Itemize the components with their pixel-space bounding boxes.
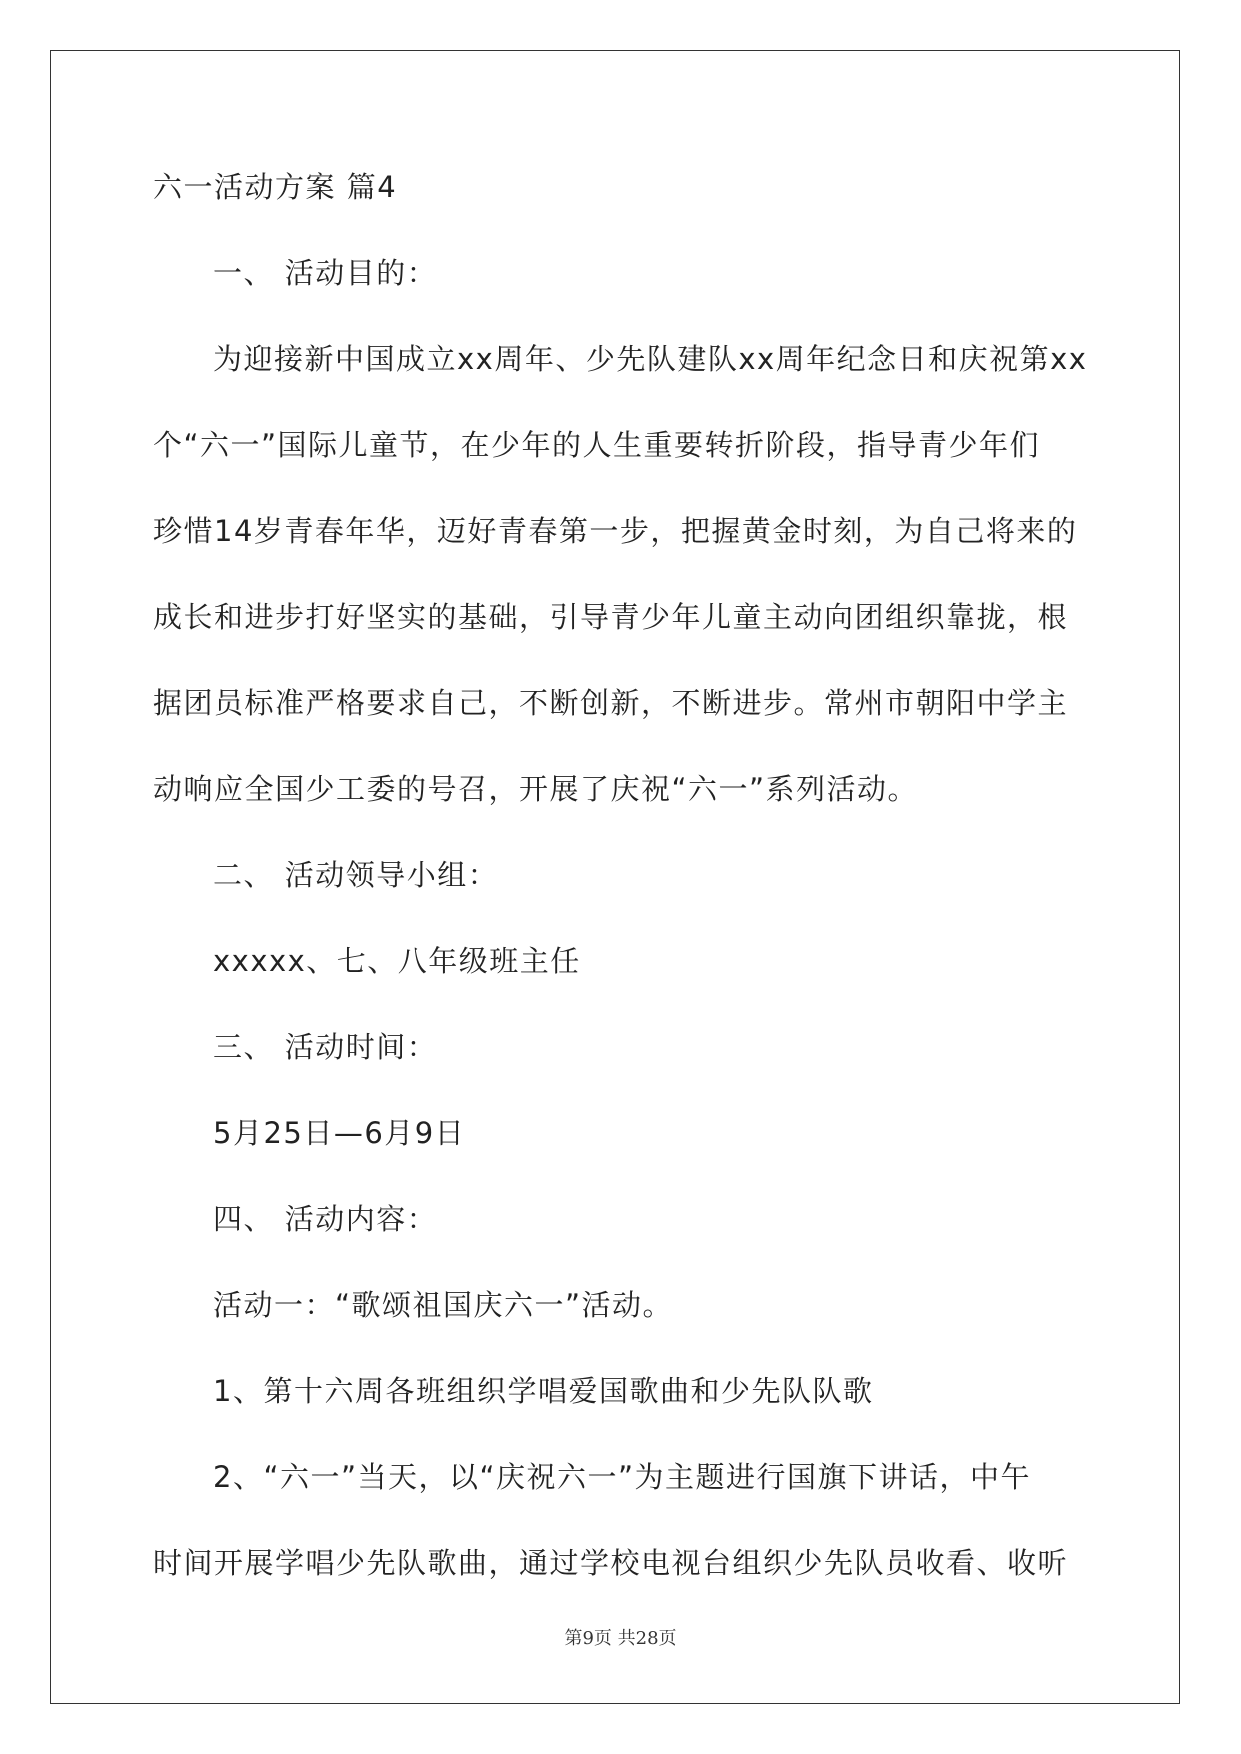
paragraph-line: 5月25日—6月9日: [213, 1116, 466, 1150]
section-heading-purpose: 一、 活动目的：: [213, 256, 438, 290]
document-title: 六一活动方案 篇4: [153, 170, 398, 204]
document-body: [153, 167, 1088, 1629]
paragraph-line: 成长和进步打好坚实的基础，引导青少年儿童主动向团组织靠拢，根: [153, 600, 1069, 634]
page-number-footer: 第9页 共28页: [564, 1628, 677, 1649]
paragraph-line: 珍惜14岁青春年华，迈好青春第一步，把握黄金时刻，为自己将来的: [153, 514, 1078, 548]
section-heading-time: 三、 活动时间：: [213, 1030, 438, 1064]
paragraph-line: 时间开展学唱少先队歌曲，通过学校电视台组织少先队员收看、收听: [153, 1546, 1069, 1580]
paragraph-line: 动响应全国少工委的号召，开展了庆祝“六一”系列活动。: [153, 772, 919, 806]
paragraph-line: 活动一：“歌颂祖国庆六一”活动。: [213, 1288, 674, 1322]
paragraph-line: 个“六一”国际儿童节，在少年的人生重要转折阶段，指导青少年们: [153, 428, 1041, 462]
section-heading-leadership: 二、 活动领导小组：: [213, 858, 499, 892]
list-item: 1、第十六周各班组织学唱爱国歌曲和少先队队歌: [213, 1374, 874, 1408]
paragraph-line: 为迎接新中国成立xx周年、少先队建队xx周年纪念日和庆祝第xx: [213, 342, 1088, 376]
paragraph-line: 据团员标准严格要求自己，不断创新，不断进步。常州市朝阳中学主: [153, 686, 1069, 720]
section-heading-content: 四、 活动内容：: [213, 1202, 438, 1236]
list-item: 2、“六一”当天，以“庆祝六一”为主题进行国旗下讲话，中午: [213, 1460, 1032, 1494]
paragraph-line: xxxxx、七、八年级班主任: [213, 944, 581, 978]
